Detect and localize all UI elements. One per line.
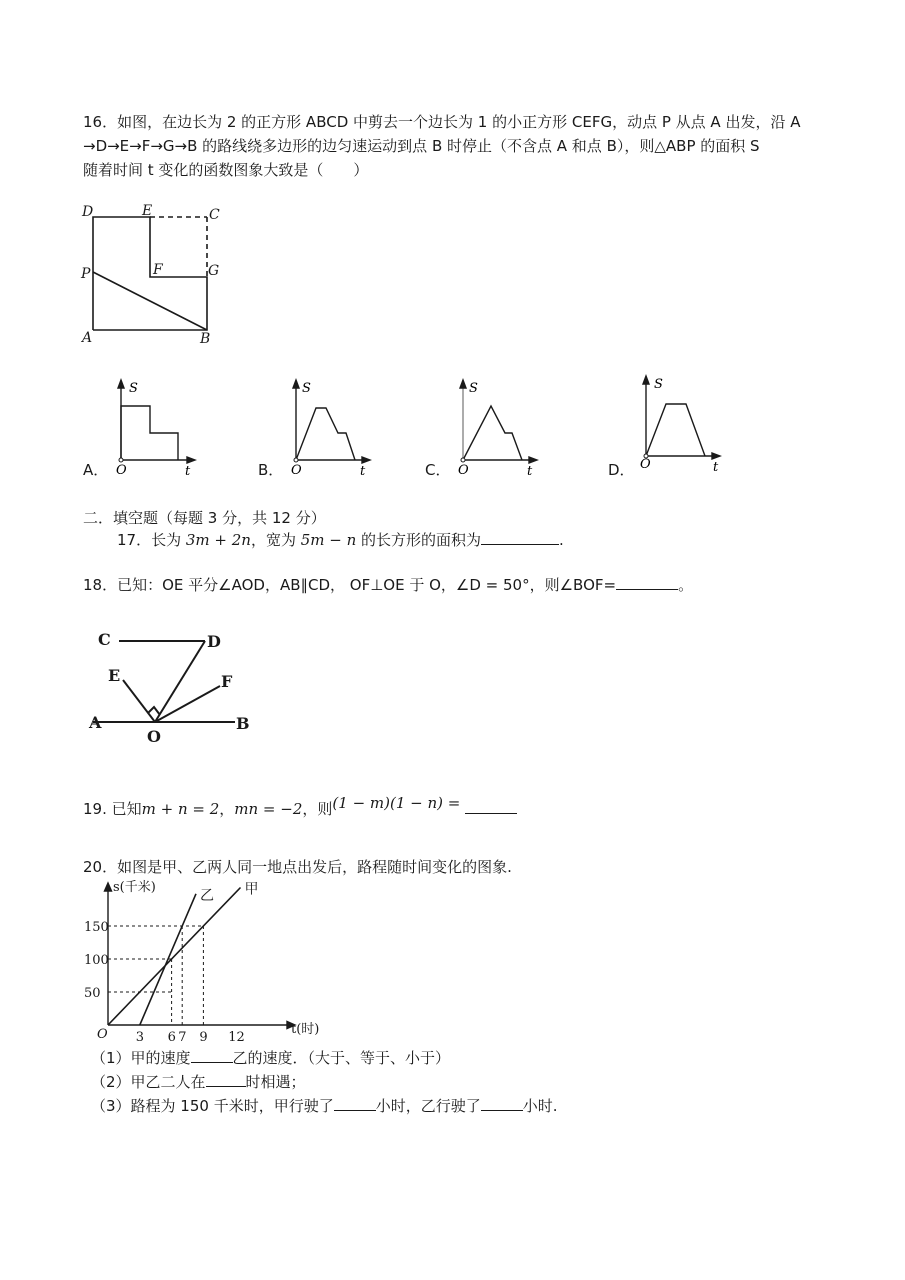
option-a-letter[interactable]: A． xyxy=(83,461,109,479)
x-tick-label: 6 xyxy=(167,1030,176,1045)
option-d-letter[interactable]: D． xyxy=(608,461,635,479)
y-tick-label: 50 xyxy=(84,986,101,1001)
q18-label-F: F xyxy=(221,672,233,691)
q19: 19. 已知m + n = 2，mn = −2，则(1 − m)(1 − n) = xyxy=(83,797,517,821)
q18-label-A: A xyxy=(89,713,102,732)
q16-line1: 16．如图，在边长为 2 的正方形 ABCD 中剪去一个边长为 1 的小正方形 CEFG，动点 P 从点 A 出发，沿 A xyxy=(83,113,801,131)
label-F: F xyxy=(153,262,163,278)
option-d-s: S xyxy=(654,377,663,392)
series-label-yi: 乙 xyxy=(199,887,214,904)
label-P: P xyxy=(81,266,91,282)
label-D: D xyxy=(82,204,94,220)
q20-x-label: t(时) xyxy=(291,1022,320,1037)
q20-sub1: （1）甲的速度 乙的速度．（大于、等于、小于） xyxy=(91,1046,450,1070)
q18-answer-blank[interactable] xyxy=(616,573,678,590)
section-2-heading: 二．填空题（每题 3 分，共 12 分） xyxy=(83,509,326,527)
q16-line2: →D→E→F→G→B 的路线绕多边形的边匀速运动到点 B 时停止（不含点 A 和点 B），则△ABP 的面积 S xyxy=(83,137,760,155)
x-tick-label: 12 xyxy=(228,1030,245,1045)
q18-figure xyxy=(85,625,265,750)
label-B: B xyxy=(200,331,211,347)
option-a-s: S xyxy=(129,381,138,396)
option-c-s: S xyxy=(469,381,478,396)
q20-origin: O xyxy=(97,1027,108,1042)
q20-chart xyxy=(85,875,365,1050)
option-c-graph[interactable] xyxy=(455,378,545,478)
option-b-s: S xyxy=(302,381,311,396)
option-b-graph[interactable] xyxy=(288,378,378,478)
q20-sub1-blank[interactable] xyxy=(191,1046,233,1063)
label-C: C xyxy=(209,207,220,223)
option-a-graph[interactable] xyxy=(113,378,203,478)
option-a-o: O xyxy=(116,463,127,478)
q18-label-B: B xyxy=(236,714,250,733)
series-line-yi xyxy=(140,894,196,1025)
option-b-letter[interactable]: B． xyxy=(258,461,284,479)
option-b-o: O xyxy=(291,463,302,478)
series-label-jia: 甲 xyxy=(244,881,259,898)
q18: 18．已知：OE 平分∠AOD，AB∥CD， OF⊥OE 于 O，∠D = 50°，则∠BOF= 。 xyxy=(83,573,693,597)
y-tick-label: 100 xyxy=(84,953,109,968)
q18-label-O: O xyxy=(147,727,161,746)
q20-sub2: （2）甲乙二人在 时相遇； xyxy=(91,1070,306,1094)
q20-sub3: （3）路程为 150 千米时，甲行驶了 小时，乙行驶了 小时. xyxy=(91,1094,558,1118)
series-line-jia xyxy=(108,888,241,1026)
q17: 17．长为 3m + 2n，宽为 5m − n 的长方形的面积为 . xyxy=(117,528,564,552)
q18-label-C: C xyxy=(98,630,111,649)
q18-label-D: D xyxy=(207,632,221,651)
option-c-t: t xyxy=(527,464,533,479)
option-b-t: t xyxy=(360,464,366,479)
x-tick-label: 9 xyxy=(199,1030,208,1045)
label-G: G xyxy=(208,263,220,279)
y-axis-arrow xyxy=(105,883,112,891)
q17-width: 5m − n xyxy=(300,531,357,549)
q16-square-figure xyxy=(80,200,230,350)
label-E: E xyxy=(142,203,153,219)
q20-text: 20．如图是甲、乙两人同一地点出发后，路程随时间变化的图象. xyxy=(83,858,512,876)
x-tick-label: 3 xyxy=(135,1030,145,1045)
q16-line3: 随着时间 t 变化的函数图象大致是（ ） xyxy=(83,161,369,179)
q20-sub2-blank[interactable] xyxy=(206,1070,246,1087)
option-d-graph[interactable] xyxy=(638,374,733,474)
option-a-t: t xyxy=(185,464,191,479)
q17-length: 3m + 2n xyxy=(185,531,251,549)
option-d-t: t xyxy=(713,460,719,475)
option-c-o: O xyxy=(458,463,469,478)
y-tick-label: 150 xyxy=(84,920,109,935)
q20-sub3-blank-a[interactable] xyxy=(334,1094,376,1111)
option-d-o: O xyxy=(640,457,651,472)
label-A: A xyxy=(82,330,93,346)
x-tick-label: 7 xyxy=(178,1030,187,1045)
q20-sub3-blank-b[interactable] xyxy=(481,1094,523,1111)
q20-y-label: s(千米) xyxy=(113,880,156,895)
q18-label-E: E xyxy=(108,666,121,685)
q19-answer-blank[interactable] xyxy=(465,797,517,814)
q17-answer-blank[interactable] xyxy=(481,528,559,545)
option-c-letter[interactable]: C． xyxy=(425,461,451,479)
